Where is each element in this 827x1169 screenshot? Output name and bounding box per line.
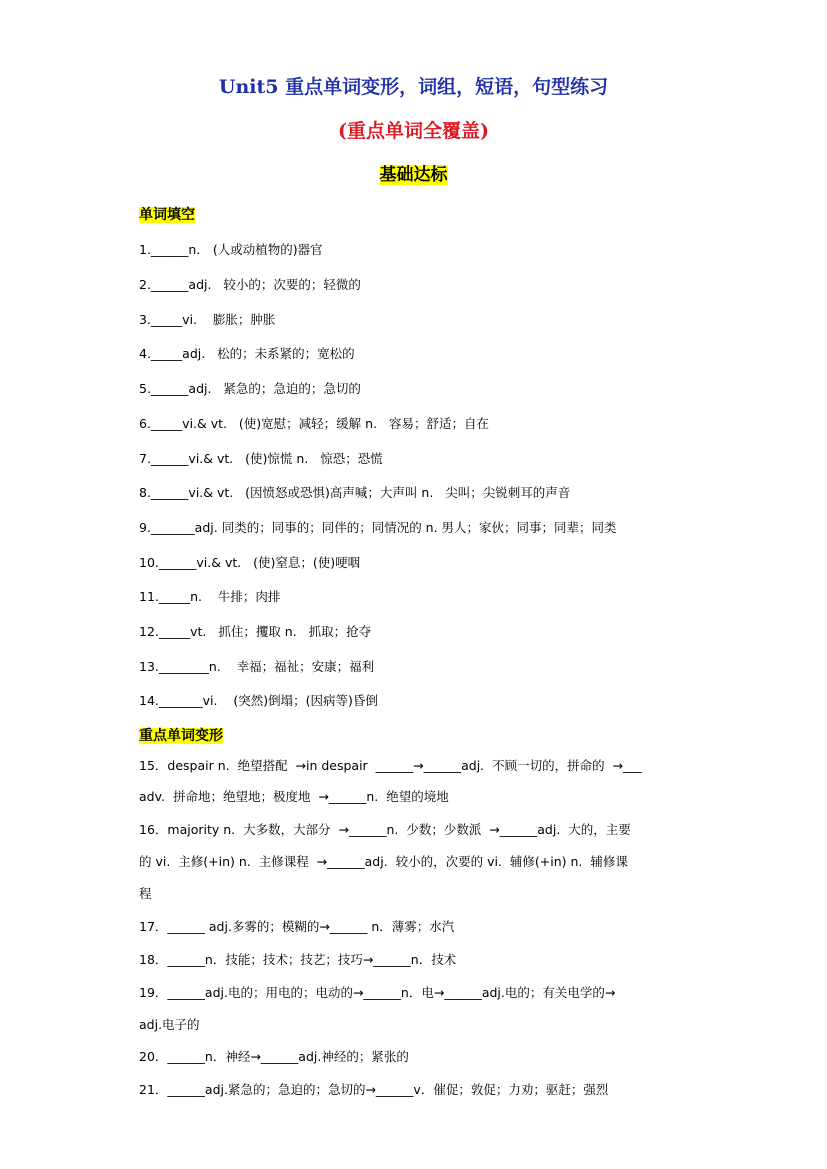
exercise-item: 5.______adj. 紧急的；急迫的；急切的 xyxy=(139,381,361,396)
exercise-line: 20．______n．神经→______adj.神经的；紧张的 xyxy=(139,1049,409,1064)
exercise-line: 15．despair n. 绝望搭配 →in despair ______→______adj. 不顾一切的，拼命的 →___ xyxy=(139,758,642,773)
exercise-line: 17．______ adj.多雾的；模糊的→______ n．薄雾；水汽 xyxy=(139,919,455,934)
level-heading-text: 基础达标 xyxy=(379,165,448,185)
exercise-line: adj.电子的 xyxy=(139,1017,200,1032)
exercise-item: 2.______adj. 较小的；次要的；轻微的 xyxy=(139,277,361,292)
exercise-item: 6._____vi.& vt. (使)宽慰；减轻；缓解 n. 容易；舒适；自在 xyxy=(139,416,489,431)
document-subtitle: (重点单词全覆盖) xyxy=(338,120,489,142)
exercise-item: 7.______vi.& vt. (使)惊慌 n. 惊恐；恐慌 xyxy=(139,451,383,466)
exercise-item: 11._____n. 牛排；肉排 xyxy=(139,589,281,604)
exercise-item: 3._____vi. 膨胀；肿胀 xyxy=(139,312,276,327)
exercise-item: 1.______n． (人或动植物的)器官 xyxy=(139,242,323,257)
exercise-item: 9._______adj. 同类的；同事的；同伴的；同情况的 n. 男人；家伙；同事；同辈；同类 xyxy=(139,520,617,535)
exercise-item: 8.______vi.& vt. (因愤怒或恐惧)高声喊；大声叫 n. 尖叫；尖锐刺耳的声音 xyxy=(139,485,571,500)
exercise-line: 程 xyxy=(139,886,152,901)
level-heading xyxy=(0,160,827,185)
exercise-item: 4._____adj. 松的；未系紧的；宽松的 xyxy=(139,346,355,361)
exercise-line: adv. 拼命地；绝望地；极度地 →______n. 绝望的境地 xyxy=(139,789,449,804)
exercise-line: 16．majority n. 大多数，大部分 →______n. 少数；少数派 →______adj. 大的，主要 xyxy=(139,822,631,837)
section-heading-text: 单词填空 xyxy=(139,207,195,223)
exercise-line: 19．______adj.电的；用电的；电动的→______n．电→______adj.电的；有关电学的→ xyxy=(139,985,616,1000)
exercise-item: 10.______vi.& vt. (使)窒息；(使)哽咽 xyxy=(139,555,361,570)
section-heading-word-forms xyxy=(139,727,223,745)
exercise-item: 14._______vi. (突然)倒塌；(因病等)昏倒 xyxy=(139,693,378,708)
document-title: Unit5 重点单词变形，词组，短语，句型练习 xyxy=(218,76,609,98)
section-heading-fill-blanks xyxy=(139,206,195,224)
exercise-line: 的 vi. 主修(+in) n. 主修课程 →______adj. 较小的，次要的 vi. 辅修(+in) n. 辅修课 xyxy=(139,854,628,869)
exercise-line: 18．______n．技能；技术；技艺；技巧→______n．技术 xyxy=(139,952,457,967)
section-heading-text: 重点单词变形 xyxy=(139,728,223,744)
exercise-line: 21．______adj.紧急的；急迫的；急切的→______v．催促；敦促；力劝；驱赶；强烈 xyxy=(139,1082,609,1097)
exercise-item: 12._____vt. 抓住；攫取 n. 抓取；抢夺 xyxy=(139,624,372,639)
exercise-item: 13.________n. 幸福；福祉；安康；福利 xyxy=(139,659,375,674)
